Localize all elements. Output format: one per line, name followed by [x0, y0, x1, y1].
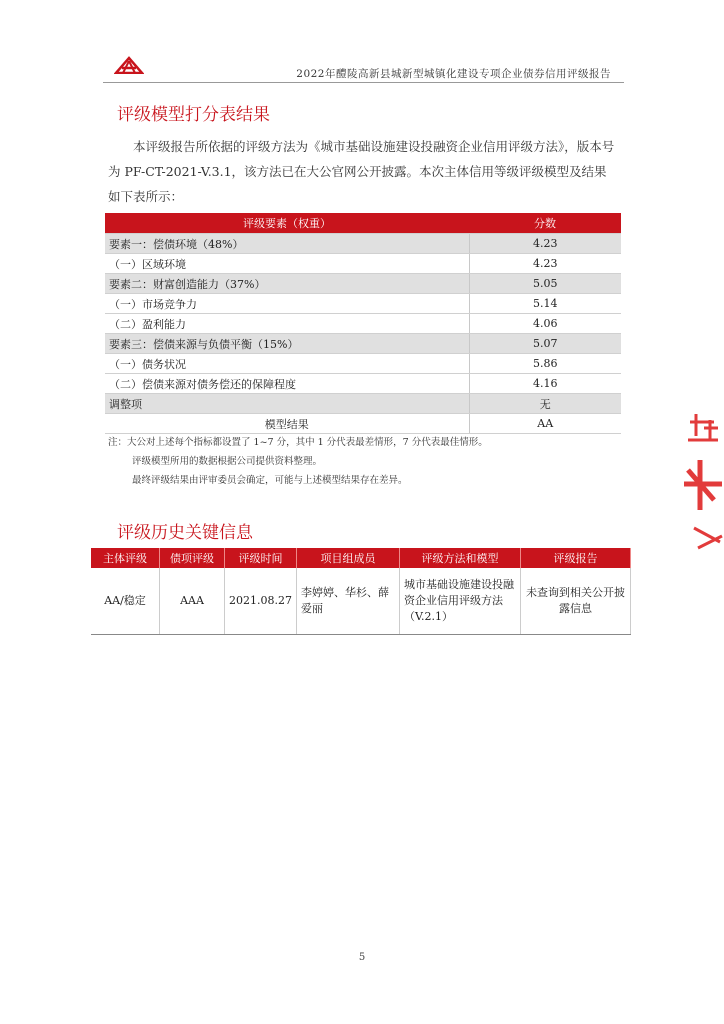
table-notes: [108, 433, 488, 490]
score-table: [105, 213, 621, 434]
table-row: [105, 354, 621, 374]
section-title-history: 评级历史关键信息: [117, 523, 253, 543]
seal-stamp: [674, 410, 724, 560]
score-factor-label: （二）偿债来源对债务偿还的保障程度: [105, 374, 469, 394]
hist-report: 未查询到相关公开披露信息: [520, 568, 630, 635]
hist-header-entity: 主体评级: [91, 548, 160, 568]
score-header-factor: 评级要素（权重）: [105, 213, 469, 234]
model-result-label: 模型结果: [105, 414, 469, 434]
intro-paragraph: [108, 134, 618, 209]
score-factor-label: 要素三：偿债来源与负债平衡（15%）: [105, 334, 469, 354]
page-number: 5: [358, 952, 366, 963]
intro-text: 本评级报告所依据的评级方法为《城市基础设施建设投融资企业信用评级方法》，版本号为 PF-CT-2021-V.3.1，该方法已在大公官网公开披露。本次主体信用等级评级模型及结果如下表所示：: [108, 139, 615, 204]
score-factor-label: （一）区域环境: [105, 254, 469, 274]
table-row: [105, 294, 621, 314]
score-value: 5.86: [469, 354, 621, 374]
score-value: 5.07: [469, 334, 621, 354]
table-row: [105, 314, 621, 334]
table-row: [105, 394, 621, 414]
section-title-model-score: 评级模型打分表结果: [117, 105, 270, 125]
model-result-value: AA: [469, 414, 621, 434]
header-divider: [103, 82, 624, 83]
hist-bond-rating: AAA: [160, 568, 225, 635]
hist-header-report: 评级报告: [520, 548, 630, 568]
score-factor-label: 要素一：偿债环境（48%）: [105, 234, 469, 254]
score-header-score: 分数: [469, 213, 621, 234]
table-row: [105, 414, 621, 434]
score-factor-label: （一）债务状况: [105, 354, 469, 374]
score-value: 4.16: [469, 374, 621, 394]
note-line-2: 评级模型所用的数据根据公司提供资料整理。: [132, 456, 323, 467]
hist-method: 城市基础设施建设投融资企业信用评级方法（V.2.1）: [399, 568, 520, 635]
score-table-header: [105, 213, 621, 234]
score-value: 5.05: [469, 274, 621, 294]
score-factor-label: （一）市场竞争力: [105, 294, 469, 314]
score-factor-label: 调整项: [105, 394, 469, 414]
table-row: [105, 274, 621, 294]
table-row: [105, 254, 621, 274]
hist-header-bond: 债项评级: [160, 548, 225, 568]
history-table-header: [91, 548, 631, 568]
hist-entity-rating: AA/稳定: [91, 568, 160, 635]
note-line-1: 注：大公对上述每个指标都设置了 1~7 分，其中 1 分代表最差情形，7 分代表最佳情形。: [108, 437, 488, 448]
table-row: [105, 234, 621, 254]
hist-date: 2021.08.27: [225, 568, 297, 635]
table-row: [105, 374, 621, 394]
hist-header-method: 评级方法和模型: [399, 548, 520, 568]
score-value: 无: [469, 394, 621, 414]
score-factor-label: 要素二：财富创造能力（37%）: [105, 274, 469, 294]
score-factor-label: （二）盈利能力: [105, 314, 469, 334]
report-header-title: 2022年醴陵高新县城新型城镇化建设专项企业债券信用评级报告: [296, 68, 611, 80]
hist-members: 李婷婷、华杉、薛爱丽: [296, 568, 399, 635]
score-value: 4.06: [469, 314, 621, 334]
hist-header-date: 评级时间: [225, 548, 297, 568]
score-value: 4.23: [469, 234, 621, 254]
score-value: 5.14: [469, 294, 621, 314]
history-table: [91, 548, 631, 635]
logo: [114, 56, 144, 74]
note-line-3: 最终评级结果由评审委员会确定，可能与上述模型结果存在差异。: [132, 475, 408, 486]
table-row: [91, 568, 631, 635]
score-value: 4.23: [469, 254, 621, 274]
table-row: [105, 334, 621, 354]
hist-header-members: 项目组成员: [296, 548, 399, 568]
